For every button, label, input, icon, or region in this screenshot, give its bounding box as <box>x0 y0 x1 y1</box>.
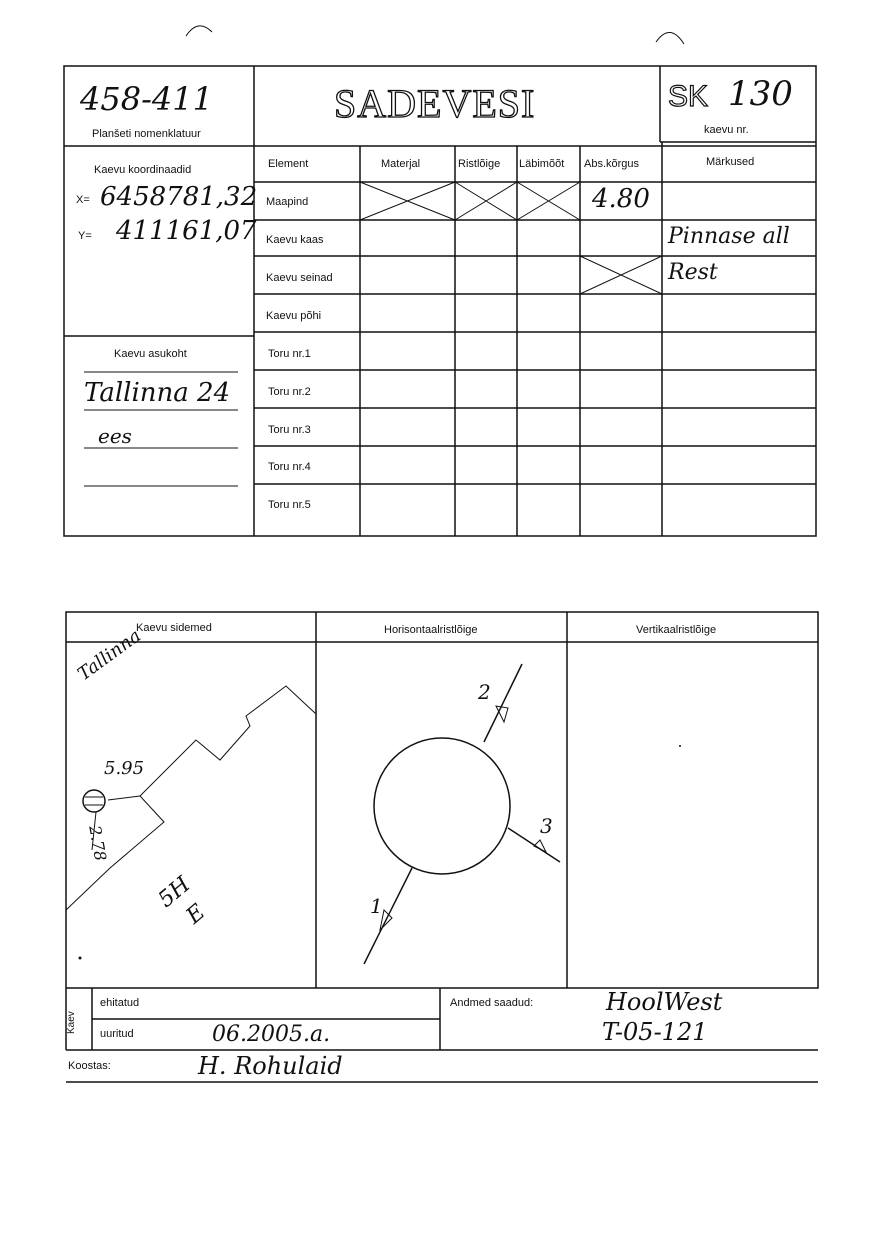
distance-1: 5.95 <box>104 758 145 779</box>
remark-value: Rest <box>668 260 718 285</box>
col-label-connections: Kaevu sidemed <box>136 622 212 634</box>
surveyed-value: 06.2005.a. <box>212 1022 331 1047</box>
manhole-prefix: SK <box>668 80 709 113</box>
row-label: Kaevu kaas <box>266 234 324 246</box>
row-label: Toru nr.1 <box>268 348 311 360</box>
pipe-1-label: 1 <box>370 894 383 918</box>
built-label: ehitatud <box>100 997 140 1009</box>
bottom-form-frame <box>66 612 818 988</box>
row-label: Kaevu seinad <box>266 272 333 284</box>
row-label: Toru nr.4 <box>268 461 311 473</box>
col-header-material: Materjal <box>381 158 421 170</box>
col-label-horizontal: Horisontaalristlõige <box>384 624 478 636</box>
col-header-element: Element <box>268 158 309 170</box>
plan-number: 458-411 <box>80 80 213 118</box>
punch-hole-mark <box>656 32 684 44</box>
row-label: Toru nr.5 <box>268 499 311 511</box>
manhole-side-label: Kaev <box>66 1011 77 1034</box>
surveyed-label: uuritud <box>100 1028 134 1040</box>
row-label: Kaevu põhi <box>266 310 322 322</box>
row-label: Toru nr.2 <box>268 386 311 398</box>
location-label: Kaevu asukoht <box>114 348 187 360</box>
data-source-line1: HoolWest <box>606 988 723 1016</box>
crossed-cell <box>517 182 580 220</box>
crossed-cell <box>580 256 662 294</box>
manhole-symbol <box>83 790 105 812</box>
street-label: Tallinna <box>74 625 146 685</box>
pipe-2-label: 2 <box>478 680 491 704</box>
manhole-number: 130 <box>728 74 793 114</box>
col-header-cross-section: Ristlõige <box>458 158 501 170</box>
punch-hole-mark <box>186 26 212 36</box>
x-label: X= <box>76 194 90 206</box>
manhole-circle <box>374 738 510 874</box>
col-header-diameter: Läbimõõt <box>519 158 565 170</box>
compiled-value: H. Rohulaid <box>198 1052 343 1080</box>
plan-label: Planšeti nomenklatuur <box>92 128 201 140</box>
manhole-label: kaevu nr. <box>704 124 749 136</box>
y-value: 411161,07 <box>116 216 257 246</box>
crossed-cell <box>360 182 455 220</box>
coordinates-label: Kaevu koordinaadid <box>94 164 192 176</box>
crossed-cell <box>455 182 517 220</box>
col-label-vertical: Vertikaalristlõige <box>636 624 717 636</box>
page-title: SADEVESI <box>334 81 536 126</box>
building-outline <box>66 686 316 913</box>
building-label: 5H <box>153 872 196 913</box>
location-line2: ees <box>98 424 132 448</box>
pipe-3-label: 3 <box>540 814 553 838</box>
row-label: Maapind <box>266 196 309 208</box>
distance-2: 2.78 <box>85 824 111 863</box>
col-header-abs-height: Abs.kõrgus <box>584 158 640 170</box>
data-source-line2: T-05-121 <box>602 1018 708 1046</box>
y-label: Y= <box>78 230 92 242</box>
x-value: 6458781,32 <box>100 182 258 212</box>
data-source-label: Andmed saadud: <box>450 997 534 1009</box>
location-line1: Tallinna 24 <box>84 378 231 408</box>
abs-height-value: 4.80 <box>592 184 650 214</box>
building-direction: E <box>181 899 211 930</box>
remark-value: Pinnase all <box>668 224 790 249</box>
col-header-remarks: Märkused <box>706 156 755 168</box>
row-label: Toru nr.3 <box>268 424 311 436</box>
compiled-label: Koostas: <box>68 1060 111 1072</box>
